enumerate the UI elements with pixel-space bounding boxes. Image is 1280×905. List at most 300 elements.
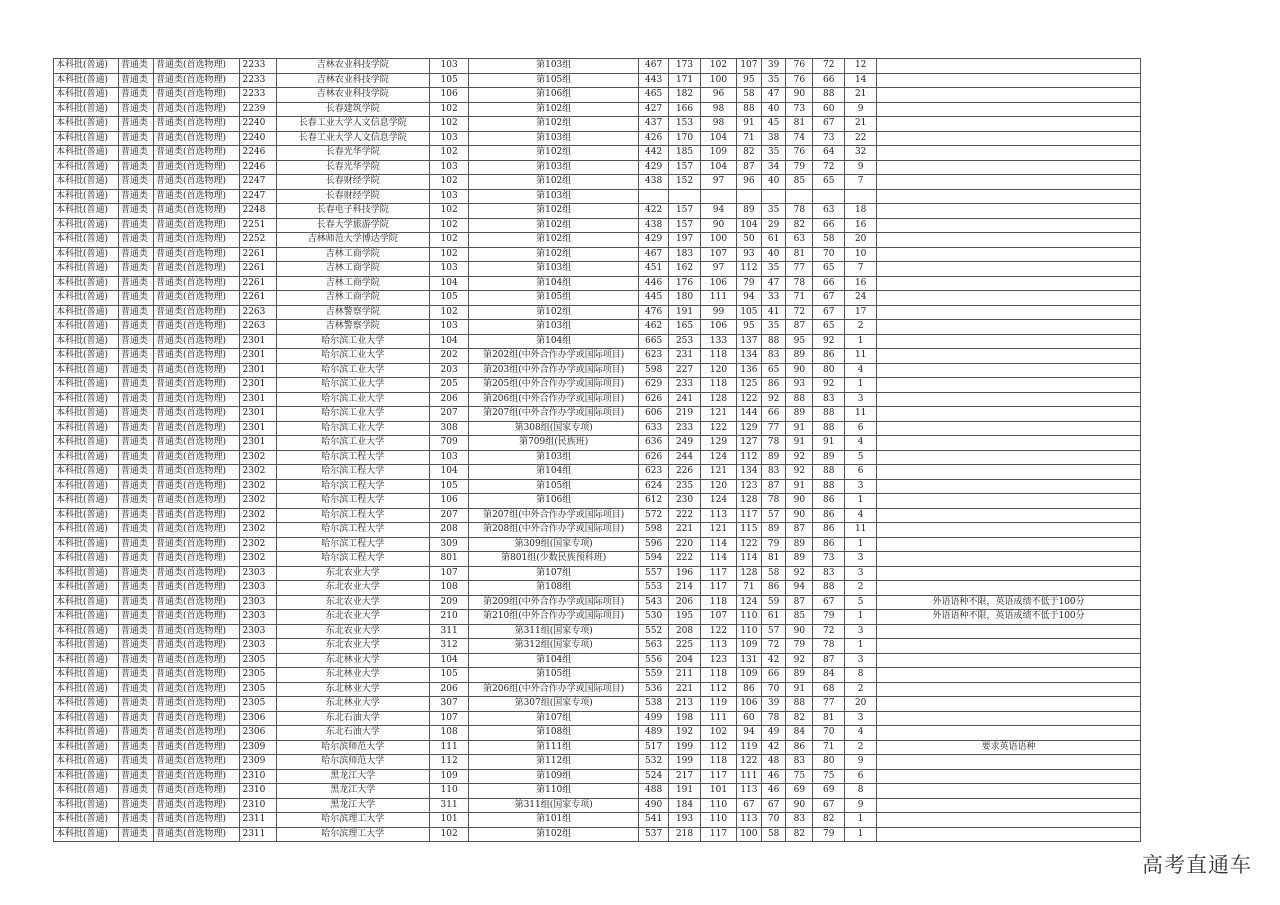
cell-plan: 462 — [639, 320, 669, 335]
cell-plan: 445 — [639, 291, 669, 306]
cell-school-name: 吉林工商学院 — [276, 247, 430, 262]
cell-school-name: 东北农业大学 — [276, 610, 430, 625]
cell-c4: 3 — [845, 392, 877, 407]
cell-subject: 普通类(首选物理) — [153, 363, 240, 378]
cell-avg: 86 — [737, 682, 762, 697]
cell-c1: 46 — [761, 769, 786, 784]
table-row — [54, 88, 1141, 103]
cell-school-code: 2251 — [240, 218, 276, 233]
cell-c3: 73 — [813, 552, 845, 567]
cell-group-name: 第311组(国家专项) — [469, 624, 639, 639]
table-row — [54, 204, 1141, 219]
cell-max: 235 — [669, 479, 701, 494]
cell-school-code: 2309 — [240, 740, 276, 755]
cell-c3: 66 — [813, 73, 845, 88]
cell-min: 98 — [701, 102, 737, 117]
cell-type: 普通类 — [118, 798, 153, 813]
cell-c4: 22 — [845, 131, 877, 146]
cell-plan: 612 — [639, 494, 669, 509]
cell-type: 普通类 — [118, 233, 153, 248]
cell-c2: 91 — [786, 682, 813, 697]
cell-plan: 429 — [639, 233, 669, 248]
cell-school-code: 2233 — [240, 59, 276, 74]
cell-type: 普通类 — [118, 769, 153, 784]
cell-c1: 46 — [761, 784, 786, 799]
cell-school-name: 黑龙江大学 — [276, 769, 430, 784]
cell-c1: 40 — [761, 102, 786, 117]
cell-group-code: 308 — [430, 421, 469, 436]
cell-c2: 90 — [786, 508, 813, 523]
cell-c4: 1 — [845, 537, 877, 552]
cell-plan: 489 — [639, 726, 669, 741]
cell-avg: 67 — [737, 798, 762, 813]
cell-c2: 74 — [786, 131, 813, 146]
table-row — [54, 697, 1141, 712]
cell-plan: 557 — [639, 566, 669, 581]
cell-max: 157 — [669, 160, 701, 175]
cell-max: 199 — [669, 755, 701, 770]
cell-group-code: 102 — [430, 175, 469, 190]
cell-min: 111 — [701, 711, 737, 726]
cell-group-code: 210 — [430, 610, 469, 625]
cell-group-code: 103 — [430, 189, 469, 204]
cell-type: 普通类 — [118, 740, 153, 755]
cell-c3: 66 — [813, 276, 845, 291]
cell-c1: 70 — [761, 682, 786, 697]
cell-plan: 553 — [639, 581, 669, 596]
cell-c4: 11 — [845, 407, 877, 422]
cell-batch: 本科批(普通) — [54, 102, 119, 117]
cell-c2: 94 — [786, 581, 813, 596]
cell-school-name: 吉林农业科技学院 — [276, 73, 430, 88]
cell-type: 普通类 — [118, 320, 153, 335]
cell-max: 221 — [669, 523, 701, 538]
cell-type: 普通类 — [118, 523, 153, 538]
cell-type: 普通类 — [118, 88, 153, 103]
cell-c3: 88 — [813, 479, 845, 494]
cell-school-code: 2261 — [240, 247, 276, 262]
cell-subject: 普通类(首选物理) — [153, 291, 240, 306]
cell-c3: 88 — [813, 465, 845, 480]
cell-group-code: 103 — [430, 160, 469, 175]
cell-group-code: 102 — [430, 204, 469, 219]
cell-group-name: 第102组 — [469, 117, 639, 132]
cell-c1: 59 — [761, 595, 786, 610]
cell-group-name: 第107组 — [469, 566, 639, 581]
cell-batch: 本科批(普通) — [54, 610, 119, 625]
cell-school-code: 2306 — [240, 711, 276, 726]
cell-c2: 92 — [786, 566, 813, 581]
cell-c4: 1 — [845, 639, 877, 654]
cell-school-name: 东北农业大学 — [276, 639, 430, 654]
cell-c4: 14 — [845, 73, 877, 88]
cell-note — [877, 436, 1141, 451]
cell-plan: 446 — [639, 276, 669, 291]
cell-c3: 88 — [813, 407, 845, 422]
cell-min: 113 — [701, 639, 737, 654]
cell-group-code: 309 — [430, 537, 469, 552]
cell-group-name: 第105组 — [469, 668, 639, 683]
cell-group-name: 第103组 — [469, 450, 639, 465]
cell-school-name: 长春工业大学人文信息学院 — [276, 117, 430, 132]
cell-c1: 65 — [761, 363, 786, 378]
cell-group-name: 第203组(中外合作办学或国际项目) — [469, 363, 639, 378]
cell-school-code: 2246 — [240, 146, 276, 161]
table-row — [54, 813, 1141, 828]
cell-school-code: 2302 — [240, 479, 276, 494]
cell-note: 外语语种不限，英语成绩不低于100分 — [877, 610, 1141, 625]
cell-school-code: 2233 — [240, 73, 276, 88]
cell-subject: 普通类(首选物理) — [153, 305, 240, 320]
table-row — [54, 682, 1141, 697]
cell-group-name: 第206组(中外合作办学或国际项目) — [469, 682, 639, 697]
cell-c2: 71 — [786, 291, 813, 306]
cell-max: 231 — [669, 349, 701, 364]
cell-batch: 本科批(普通) — [54, 668, 119, 683]
cell-note — [877, 726, 1141, 741]
cell-subject: 普通类(首选物理) — [153, 827, 240, 842]
cell-avg: 95 — [737, 320, 762, 335]
cell-min: 97 — [701, 175, 737, 190]
cell-c4: 9 — [845, 798, 877, 813]
cell-school-code: 2302 — [240, 465, 276, 480]
cell-max: 157 — [669, 218, 701, 233]
table-row — [54, 784, 1141, 799]
cell-type: 普通类 — [118, 610, 153, 625]
cell-min: 121 — [701, 465, 737, 480]
cell-c4: 6 — [845, 769, 877, 784]
cell-group-code: 307 — [430, 697, 469, 712]
cell-c1: 67 — [761, 798, 786, 813]
cell-subject: 普通类(首选物理) — [153, 407, 240, 422]
cell-group-name: 第207组(中外合作办学或国际项目) — [469, 407, 639, 422]
table-row — [54, 552, 1141, 567]
cell-c1: 47 — [761, 276, 786, 291]
cell-batch: 本科批(普通) — [54, 59, 119, 74]
cell-subject: 普通类(首选物理) — [153, 204, 240, 219]
cell-school-code: 2303 — [240, 624, 276, 639]
cell-min: 97 — [701, 262, 737, 277]
cell-c1: 35 — [761, 204, 786, 219]
cell-group-name: 第206组(中外合作办学或国际项目) — [469, 392, 639, 407]
cell-school-code: 2310 — [240, 798, 276, 813]
cell-c2: 73 — [786, 102, 813, 117]
cell-group-code: 107 — [430, 711, 469, 726]
cell-subject: 普通类(首选物理) — [153, 378, 240, 393]
cell-school-code: 2263 — [240, 320, 276, 335]
cell-group-name: 第709组(民族班) — [469, 436, 639, 451]
cell-group-code: 311 — [430, 798, 469, 813]
cell-c3: 60 — [813, 102, 845, 117]
cell-plan: 438 — [639, 175, 669, 190]
cell-c4: 1 — [845, 813, 877, 828]
cell-note — [877, 378, 1141, 393]
cell-group-name: 第103组 — [469, 320, 639, 335]
cell-min: 109 — [701, 146, 737, 161]
cell-min: 90 — [701, 218, 737, 233]
cell-avg: 111 — [737, 769, 762, 784]
cell-c4: 21 — [845, 88, 877, 103]
cell-min: 117 — [701, 827, 737, 842]
cell-group-code: 312 — [430, 639, 469, 654]
table-row — [54, 102, 1141, 117]
cell-note — [877, 204, 1141, 219]
cell-max: 241 — [669, 392, 701, 407]
cell-c1 — [761, 189, 786, 204]
cell-school-name: 东北林业大学 — [276, 697, 430, 712]
cell-note — [877, 102, 1141, 117]
cell-subject: 普通类(首选物理) — [153, 595, 240, 610]
cell-note — [877, 465, 1141, 480]
cell-plan: 538 — [639, 697, 669, 712]
cell-subject: 普通类(首选物理) — [153, 160, 240, 175]
cell-c1: 57 — [761, 624, 786, 639]
cell-school-name: 哈尔滨工业大学 — [276, 407, 430, 422]
cell-school-name: 哈尔滨理工大学 — [276, 827, 430, 842]
cell-plan: 629 — [639, 378, 669, 393]
cell-c1: 92 — [761, 392, 786, 407]
cell-group-code: 103 — [430, 131, 469, 146]
cell-min: 122 — [701, 421, 737, 436]
cell-group-code: 209 — [430, 595, 469, 610]
cell-max — [669, 189, 701, 204]
cell-type: 普通类 — [118, 479, 153, 494]
cell-max: 193 — [669, 813, 701, 828]
cell-c1: 35 — [761, 262, 786, 277]
cell-batch: 本科批(普通) — [54, 784, 119, 799]
cell-note — [877, 189, 1141, 204]
cell-type: 普通类 — [118, 73, 153, 88]
cell-group-code: 106 — [430, 494, 469, 509]
cell-type: 普通类 — [118, 204, 153, 219]
cell-c2: 79 — [786, 639, 813, 654]
cell-subject: 普通类(首选物理) — [153, 697, 240, 712]
cell-subject: 普通类(首选物理) — [153, 349, 240, 364]
cell-group-name: 第312组(国家专项) — [469, 639, 639, 654]
cell-c1: 72 — [761, 639, 786, 654]
cell-group-name: 第307组(国家专项) — [469, 697, 639, 712]
cell-school-code: 2303 — [240, 595, 276, 610]
cell-school-name: 哈尔滨工业大学 — [276, 392, 430, 407]
cell-c1: 78 — [761, 436, 786, 451]
cell-c4: 12 — [845, 59, 877, 74]
cell-c4: 3 — [845, 479, 877, 494]
cell-school-name: 哈尔滨工程大学 — [276, 537, 430, 552]
cell-plan: 442 — [639, 146, 669, 161]
cell-school-code: 2305 — [240, 682, 276, 697]
cell-note — [877, 320, 1141, 335]
cell-note — [877, 59, 1141, 74]
cell-c2: 85 — [786, 175, 813, 190]
cell-c4: 7 — [845, 262, 877, 277]
cell-c1: 39 — [761, 59, 786, 74]
cell-min: 123 — [701, 653, 737, 668]
cell-c3: 92 — [813, 334, 845, 349]
cell-c1: 48 — [761, 755, 786, 770]
cell-school-name: 黑龙江大学 — [276, 784, 430, 799]
cell-c4: 18 — [845, 204, 877, 219]
cell-max: 221 — [669, 682, 701, 697]
cell-school-name: 东北林业大学 — [276, 653, 430, 668]
cell-c3: 70 — [813, 247, 845, 262]
cell-school-code: 2305 — [240, 653, 276, 668]
cell-batch: 本科批(普通) — [54, 653, 119, 668]
cell-batch: 本科批(普通) — [54, 450, 119, 465]
cell-c2: 78 — [786, 276, 813, 291]
cell-note — [877, 523, 1141, 538]
cell-plan: 517 — [639, 740, 669, 755]
cell-avg: 124 — [737, 595, 762, 610]
cell-avg: 91 — [737, 117, 762, 132]
cell-subject: 普通类(首选物理) — [153, 436, 240, 451]
table-row — [54, 827, 1141, 842]
cell-school-name: 长春光华学院 — [276, 160, 430, 175]
cell-group-code: 103 — [430, 262, 469, 277]
cell-type: 普通类 — [118, 160, 153, 175]
cell-c2: 95 — [786, 334, 813, 349]
cell-c2: 92 — [786, 450, 813, 465]
table-row — [54, 131, 1141, 146]
cell-group-code: 109 — [430, 769, 469, 784]
cell-c3: 86 — [813, 349, 845, 364]
cell-avg: 104 — [737, 218, 762, 233]
cell-min: 102 — [701, 726, 737, 741]
cell-avg: 71 — [737, 131, 762, 146]
table-row — [54, 639, 1141, 654]
cell-c4: 4 — [845, 363, 877, 378]
cell-c4: 4 — [845, 508, 877, 523]
cell-subject: 普通类(首选物理) — [153, 247, 240, 262]
cell-note — [877, 479, 1141, 494]
cell-c4: 21 — [845, 117, 877, 132]
cell-group-name: 第103组 — [469, 262, 639, 277]
cell-min: 129 — [701, 436, 737, 451]
cell-plan: 552 — [639, 624, 669, 639]
cell-avg: 125 — [737, 378, 762, 393]
cell-c3: 86 — [813, 537, 845, 552]
cell-avg: 94 — [737, 726, 762, 741]
cell-batch: 本科批(普通) — [54, 755, 119, 770]
cell-c4: 2 — [845, 682, 877, 697]
cell-subject: 普通类(首选物理) — [153, 392, 240, 407]
cell-group-code: 102 — [430, 218, 469, 233]
cell-c1: 40 — [761, 175, 786, 190]
table-row — [54, 523, 1141, 538]
cell-subject: 普通类(首选物理) — [153, 479, 240, 494]
cell-batch: 本科批(普通) — [54, 334, 119, 349]
cell-c3: 65 — [813, 175, 845, 190]
cell-c1: 70 — [761, 813, 786, 828]
cell-c3: 92 — [813, 378, 845, 393]
table-row — [54, 769, 1141, 784]
cell-group-name: 第308组(国家专项) — [469, 421, 639, 436]
table-row — [54, 755, 1141, 770]
cell-note: 要求英语语种 — [877, 740, 1141, 755]
cell-max: 185 — [669, 146, 701, 161]
cell-max: 204 — [669, 653, 701, 668]
cell-max: 213 — [669, 697, 701, 712]
cell-max: 226 — [669, 465, 701, 480]
cell-group-code: 104 — [430, 276, 469, 291]
cell-group-name: 第209组(中外合作办学或国际项目) — [469, 595, 639, 610]
cell-c4: 17 — [845, 305, 877, 320]
cell-subject: 普通类(首选物理) — [153, 755, 240, 770]
cell-c3: 73 — [813, 131, 845, 146]
table-row — [54, 392, 1141, 407]
cell-type: 普通类 — [118, 349, 153, 364]
cell-group-code: 102 — [430, 827, 469, 842]
cell-max: 165 — [669, 320, 701, 335]
cell-c3: 86 — [813, 494, 845, 509]
cell-min: 112 — [701, 682, 737, 697]
cell-min: 110 — [701, 813, 737, 828]
table-row — [54, 320, 1141, 335]
cell-note — [877, 349, 1141, 364]
cell-avg: 106 — [737, 697, 762, 712]
cell-c1: 89 — [761, 450, 786, 465]
cell-avg: 112 — [737, 450, 762, 465]
cell-school-code: 2302 — [240, 537, 276, 552]
cell-batch: 本科批(普通) — [54, 711, 119, 726]
cell-c2: 79 — [786, 160, 813, 175]
cell-max: 182 — [669, 88, 701, 103]
cell-max: 253 — [669, 334, 701, 349]
cell-subject: 普通类(首选物理) — [153, 740, 240, 755]
cell-max: 192 — [669, 726, 701, 741]
cell-c4: 8 — [845, 668, 877, 683]
cell-school-code: 2309 — [240, 755, 276, 770]
cell-batch: 本科批(普通) — [54, 552, 119, 567]
cell-avg: 82 — [737, 146, 762, 161]
cell-c3: 64 — [813, 146, 845, 161]
cell-c4: 2 — [845, 581, 877, 596]
cell-max: 208 — [669, 624, 701, 639]
cell-group-code: 104 — [430, 653, 469, 668]
cell-c1: 35 — [761, 320, 786, 335]
cell-c3: 67 — [813, 595, 845, 610]
cell-min: 124 — [701, 494, 737, 509]
watermark-text: 高考直通车 — [1142, 853, 1252, 877]
cell-subject: 普通类(首选物理) — [153, 175, 240, 190]
cell-c1: 35 — [761, 146, 786, 161]
cell-group-code: 110 — [430, 784, 469, 799]
cell-min: 121 — [701, 523, 737, 538]
cell-group-code: 202 — [430, 349, 469, 364]
cell-batch: 本科批(普通) — [54, 697, 119, 712]
cell-c1: 42 — [761, 653, 786, 668]
cell-min: 120 — [701, 479, 737, 494]
cell-group-name: 第102组 — [469, 305, 639, 320]
cell-avg: 113 — [737, 813, 762, 828]
cell-c2: 63 — [786, 233, 813, 248]
cell-subject: 普通类(首选物理) — [153, 726, 240, 741]
cell-min: 133 — [701, 334, 737, 349]
cell-max: 211 — [669, 668, 701, 683]
cell-school-name: 哈尔滨工业大学 — [276, 421, 430, 436]
cell-avg: 129 — [737, 421, 762, 436]
cell-avg: 110 — [737, 610, 762, 625]
cell-note — [877, 407, 1141, 422]
cell-group-code: 111 — [430, 740, 469, 755]
cell-group-code: 105 — [430, 73, 469, 88]
cell-group-code: 101 — [430, 813, 469, 828]
cell-c2: 85 — [786, 610, 813, 625]
cell-max: 157 — [669, 204, 701, 219]
cell-group-name: 第210组(中外合作办学或国际项目) — [469, 610, 639, 625]
cell-type: 普通类 — [118, 668, 153, 683]
table-row — [54, 73, 1141, 88]
table-row — [54, 479, 1141, 494]
